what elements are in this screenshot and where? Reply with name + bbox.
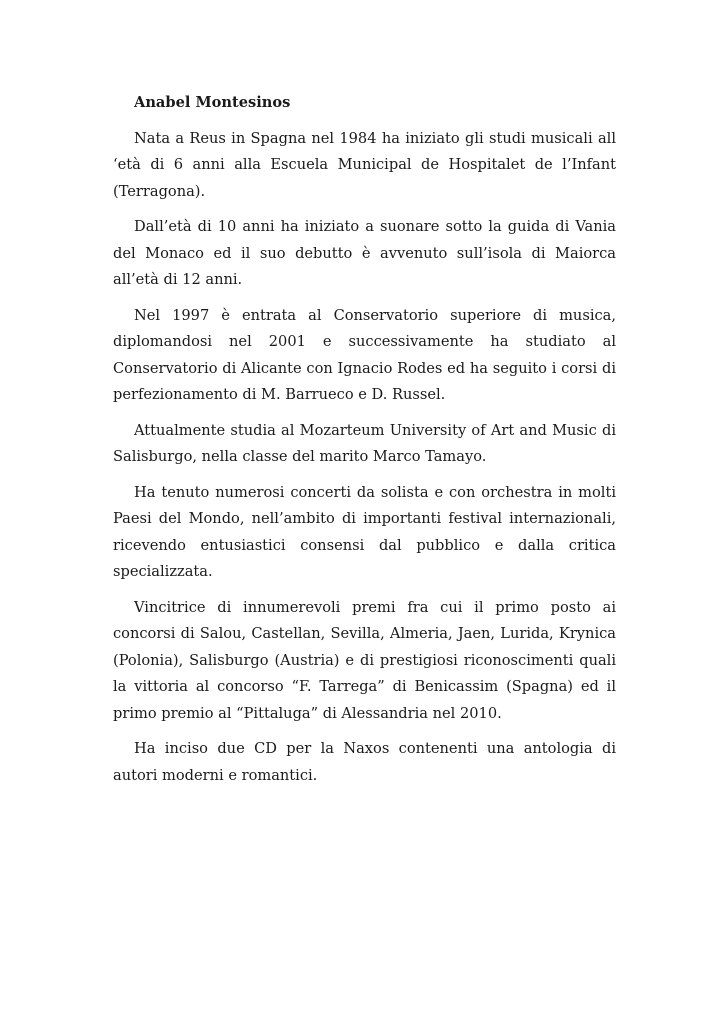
paragraph-debut: Dall’età di 10 anni ha iniziato a suonare sotto la guida di Vania del Monaco ed il suo debutto è avvenuto sull’isola di Maiorca all’età di 12 anni. bbox=[113, 218, 616, 288]
paragraph-birth: Nata a Reus in Spagna nel 1984 ha iniziato gli studi musicali all ‘età di 6 anni alla Escuela Municipal de Hospitalet de l’Infant (Terragona). bbox=[113, 129, 616, 200]
document-heading: Anabel Montesinos bbox=[134, 94, 291, 111]
paragraph-mozarteum: Attualmente studia al Mozarteum University of Art and Music di Salisburgo, nella classe del marito Marco Tamayo. bbox=[113, 421, 616, 465]
document-page bbox=[113, 90, 616, 798]
paragraph-recordings: Ha inciso due CD per la Naxos contenenti una antologia di autori moderni e romantici. bbox=[113, 740, 616, 784]
paragraph-concerts: Ha tenuto numerosi concerti da solista e con orchestra in molti Paesi del Mondo, nell’ambito di importanti festival internazionali, ricevendo entusiastici consensi dal pubblico e dalla critica specializzata. bbox=[113, 483, 616, 580]
paragraph-awards: Vincitrice di innumerevoli premi fra cui il primo posto ai concorsi di Salou, Castellan, Sevilla, Almeria, Jaen, Lurida, Krynica (Polonia), Salisburgo (Austria) e di prestigiosi riconoscimenti quali la vittoria al concorso “F. Tarrega” di Benicassim (Spagna) ed il primo premio al “Pittaluga” di Alessandria nel 2010. bbox=[113, 598, 616, 722]
paragraph-conservatory: Nel 1997 è entrata al Conservatorio superiore di musica, diplomandosi nel 2001 e successivamente ha studiato al Conservatorio di Alicante con Ignacio Rodes ed ha seguito i corsi di perfezionamento di M. Barrueco e D. Russel. bbox=[113, 306, 616, 403]
